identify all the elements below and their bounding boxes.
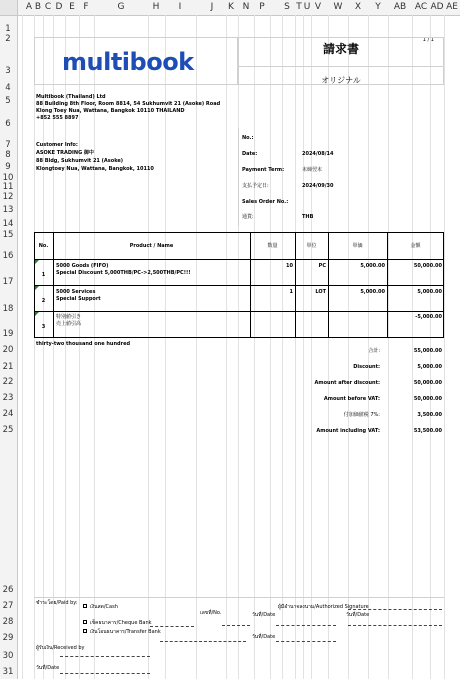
total-label: 合計:: [368, 348, 380, 354]
seller-line: +852 555 8897: [36, 115, 79, 121]
col-header[interactable]: F: [83, 2, 89, 12]
row-header[interactable]: 17: [2, 277, 14, 287]
date-label: วันที่/Date: [36, 665, 60, 671]
row-header[interactable]: 15: [2, 230, 14, 240]
date-label: วันที่/Date: [252, 612, 276, 618]
row-header[interactable]: 12: [2, 192, 14, 202]
including-vat-value: 53,500.00: [413, 428, 442, 434]
col-header[interactable]: AB: [393, 2, 407, 12]
row-header[interactable]: 18: [2, 304, 14, 314]
select-all-corner[interactable]: [0, 0, 18, 16]
row-header[interactable]: 2: [5, 34, 11, 44]
item-description[interactable]: 売上値引高: [56, 321, 82, 327]
item-name[interactable]: 5000 Goods (FIFO): [56, 263, 109, 269]
vat-value: 3,500.00: [417, 412, 442, 418]
row-header[interactable]: 7: [5, 140, 11, 150]
col-header[interactable]: AC: [414, 2, 428, 12]
row-header[interactable]: 26: [2, 585, 14, 595]
company-logo: multibook: [62, 48, 194, 76]
row-header[interactable]: 6: [5, 119, 11, 129]
col-header[interactable]: P: [259, 2, 265, 12]
discount-value: 5,000.00: [417, 364, 442, 370]
row-header[interactable]: 31: [2, 667, 14, 677]
meta-value-due[interactable]: 2024/09/30: [302, 183, 334, 189]
col-header[interactable]: K: [228, 2, 234, 12]
col-header[interactable]: A: [25, 2, 33, 12]
row-header[interactable]: 24: [2, 409, 14, 419]
customer-label: Customer Info:: [36, 142, 78, 148]
col-price-header: 単価: [352, 243, 363, 249]
item-unit[interactable]: PC: [318, 263, 326, 269]
col-amount-header: 金額: [410, 243, 421, 249]
cash-checkbox[interactable]: [83, 604, 87, 608]
row-header[interactable]: 5: [5, 96, 11, 106]
comment-indicator-icon: [35, 260, 39, 264]
authorized-signature-label: ผู้มีอำนาจลงนาม/Authorized Signature: [278, 604, 369, 610]
row-header[interactable]: 20: [2, 345, 14, 355]
transfer-checkbox[interactable]: [83, 629, 87, 633]
row-header[interactable]: 8: [5, 150, 11, 160]
col-header[interactable]: B: [34, 2, 42, 12]
col-header[interactable]: I: [178, 2, 182, 12]
meta-label-due: 支払予定日:: [242, 183, 269, 189]
item-price[interactable]: 5,000.00: [360, 263, 385, 269]
row-header[interactable]: 25: [2, 425, 14, 435]
item-no: 3: [41, 324, 46, 330]
comment-indicator-icon: [35, 312, 39, 316]
row-header[interactable]: 21: [2, 362, 14, 372]
item-unit[interactable]: LOT: [315, 289, 326, 295]
meta-label-no: No.:: [242, 135, 254, 141]
row-header[interactable]: 23: [2, 393, 14, 403]
meta-value-currency[interactable]: THB: [302, 214, 314, 220]
customer-line: 88 Bldg, Sukhumvit 21 (Asoke): [36, 158, 124, 164]
date-label: วันที่/Date: [252, 634, 276, 640]
item-name[interactable]: 5000 Services: [56, 289, 96, 295]
discount-label: Discount:: [353, 364, 380, 370]
item-qty[interactable]: 1: [289, 289, 293, 295]
received-by-label: ผู้รับเงิน/Received by: [36, 645, 85, 651]
comment-indicator-icon: [35, 286, 39, 290]
item-description[interactable]: Special Discount 5,000THB/PC->2,500THB/PC!!!: [56, 270, 191, 276]
col-header[interactable]: T: [296, 2, 302, 12]
col-unit-header: 単位: [306, 243, 317, 249]
col-header[interactable]: N: [242, 2, 250, 12]
cheque-checkbox[interactable]: [83, 620, 87, 624]
row-header[interactable]: 27: [2, 601, 14, 611]
col-header[interactable]: S: [284, 2, 290, 12]
col-header[interactable]: G: [117, 2, 125, 12]
item-description[interactable]: Special Support: [56, 296, 101, 302]
seller-line: Multibook (Thailand) Ltd: [36, 94, 106, 100]
before-vat-label: Amount before VAT:: [323, 396, 380, 402]
col-header[interactable]: X: [354, 2, 362, 12]
item-amount: 50,000.00: [413, 263, 442, 269]
paid-by-label: ชำระโดย/Paid by:: [36, 600, 78, 606]
after-discount-value: 50,000.00: [413, 380, 442, 386]
invoice-subtitle: オリジナル: [321, 76, 361, 85]
row-header[interactable]: 13: [2, 205, 14, 215]
item-no: 1: [41, 272, 46, 278]
col-header[interactable]: AE: [446, 2, 458, 12]
col-header[interactable]: H: [152, 2, 160, 12]
customer-line: Klongtoey Nua, Wattana, Bangkok, 10110: [36, 166, 154, 172]
col-no-header: No.: [38, 243, 49, 249]
item-no: 2: [41, 298, 46, 304]
invoice-title: 請求書: [322, 42, 359, 56]
vat-label: 付加価値税 7%:: [343, 412, 380, 418]
item-price[interactable]: 5,000.00: [360, 289, 385, 295]
meta-label-term: Payment Term:: [242, 167, 285, 173]
item-amount: -5,000.00: [415, 314, 442, 320]
row-header[interactable]: 22: [2, 377, 14, 387]
row-header[interactable]: 4: [5, 83, 11, 93]
item-name[interactable]: 特別値引き: [56, 314, 82, 320]
row-header[interactable]: 14: [2, 219, 14, 229]
col-header[interactable]: AD: [430, 2, 444, 12]
col-header[interactable]: C: [44, 2, 52, 12]
amount-in-words: thirty-two thousand one hundred: [36, 341, 131, 347]
customer-line: ASOKE TRADING 御中: [36, 150, 94, 156]
col-header[interactable]: V: [314, 2, 322, 12]
page-counter: 1 / 1: [422, 37, 434, 43]
total-value: 55,000.00: [413, 348, 442, 354]
meta-label-currency: 通貨:: [242, 214, 254, 220]
row-header[interactable]: 9: [5, 162, 11, 172]
col-product-header: Product / Name: [129, 243, 174, 249]
col-header[interactable]: W: [333, 2, 343, 12]
date-label: วันที่/Date: [346, 612, 370, 618]
row-header[interactable]: 29: [2, 633, 14, 643]
row-header[interactable]: 19: [2, 329, 14, 339]
before-vat-value: 50,000.00: [413, 396, 442, 402]
cash-label: เงินสด/Cash: [90, 604, 118, 610]
including-vat-label: Amount including VAT:: [316, 428, 380, 434]
seller-line: 88 Building 8th Floor, Room 8814, 54 Sukhumvit 21 (Asoke) Road: [36, 101, 221, 107]
row-header[interactable]: 28: [2, 617, 14, 627]
col-header[interactable]: J: [210, 2, 214, 12]
meta-label-so: Sales Order No.:: [242, 199, 289, 205]
meta-label-date: Date:: [242, 151, 258, 157]
col-header[interactable]: U: [303, 2, 311, 12]
row-header[interactable]: 1: [5, 24, 11, 34]
transfer-label: เงินโอนธนาคาร/Transfer Bank: [90, 629, 161, 635]
col-qty-header: 数量: [267, 243, 278, 249]
item-amount: 5,000.00: [417, 289, 442, 295]
col-header[interactable]: E: [69, 2, 75, 12]
cheque-label: เช็คธนาคาร/Cheque Bank: [90, 620, 152, 626]
row-header[interactable]: 10: [2, 173, 14, 183]
col-header[interactable]: Y: [375, 2, 381, 12]
seller-line: Klong Toey Nua, Wattana, Bangkok 10110 THAILAND: [36, 108, 185, 114]
after-discount-label: Amount after discount:: [314, 380, 380, 386]
row-header[interactable]: 3: [5, 66, 11, 76]
col-header[interactable]: D: [55, 2, 63, 12]
row-header[interactable]: 30: [2, 651, 14, 661]
row-header[interactable]: 11: [2, 182, 14, 192]
meta-value-term[interactable]: 末締翌末: [302, 167, 323, 173]
number-label: เลขที่/No.: [200, 610, 222, 616]
meta-value-date[interactable]: 2024/08/14: [302, 151, 334, 157]
item-qty[interactable]: 10: [286, 263, 293, 269]
row-header[interactable]: 16: [2, 251, 14, 261]
